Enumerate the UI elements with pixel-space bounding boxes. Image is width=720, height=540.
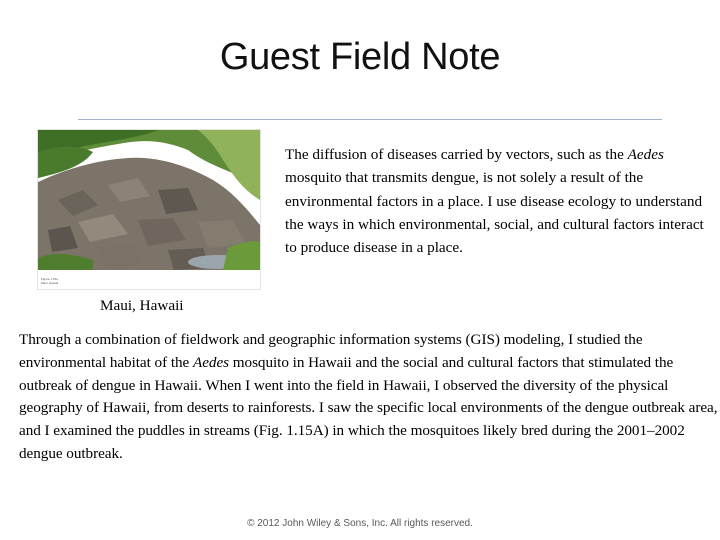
title-divider [78,119,662,120]
photo-caption: Maui, Hawaii [100,297,184,314]
intro-paragraph: The diffusion of diseases carried by vectors, such as the Aedes mosquito that transmits dengue, is not solely a result of the environmental factors in a place. I use disease ecology to understand the ways in which environmental, social, and cultural factors interact to produce disease in a place. [285,146,704,257]
slide-title: Guest Field Note [219,36,501,78]
field-photo [37,129,261,290]
copyright-footer: © 2012 John Wiley & Sons, Inc. All rights reserved. [247,518,473,529]
rocky-streambed-illustration [38,130,260,289]
aedes-italic: Aedes [627,146,664,163]
aedes-italic: Aedes [193,353,230,371]
photo-credit: Figure 1.15a Maui, Hawaii [41,277,59,285]
body-paragraph: Through a combination of fieldwork and geographic information systems (GIS) modeling, I studied the environmental habitat of the Aedes mosquito in Hawaii and the social and cultural factors that stimulated the outbreak of dengue in Hawaii. When I went into the field in Hawaii, I observed the diversity of the physical geography of Hawaii, from deserts to rainforests. I saw the specific local environments of the dengue outbreak area, and I examined the puddles in streams (Fig. 1.15A) in which the mosquitoes likely bred during the 2001–2002 dengue outbreak. [19,331,718,462]
